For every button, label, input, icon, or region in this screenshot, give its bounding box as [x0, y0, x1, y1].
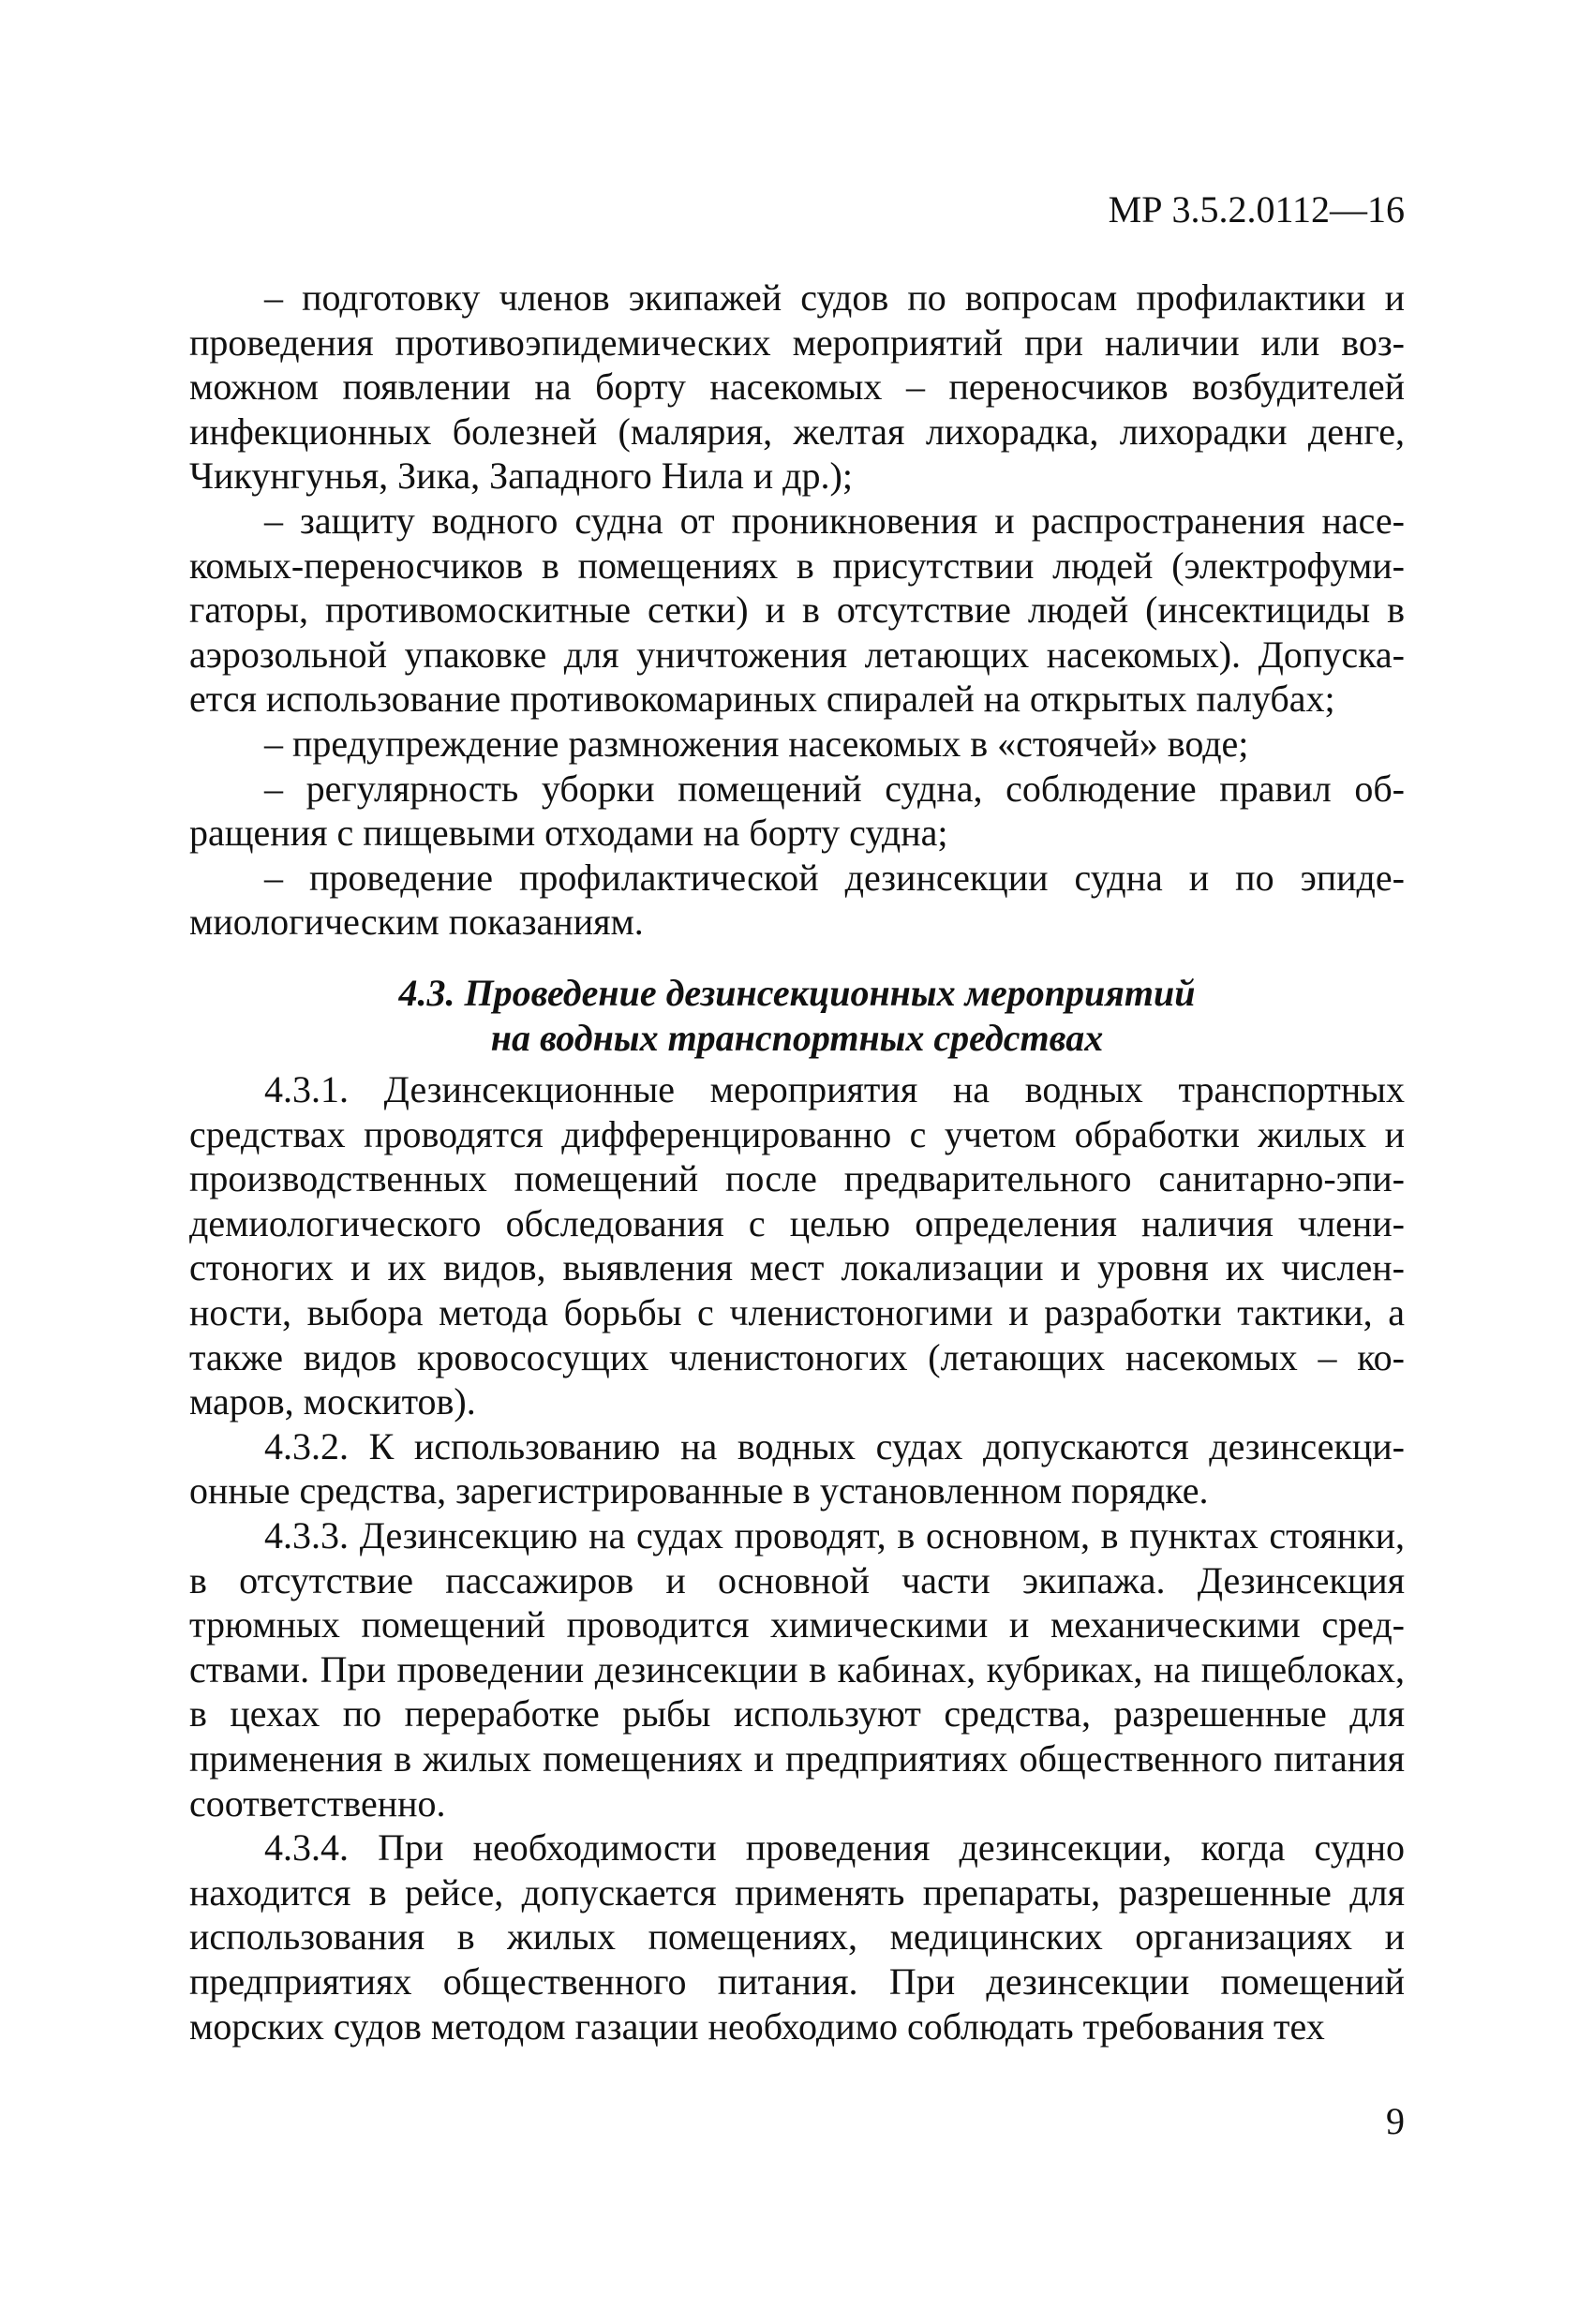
page-number: 9	[1386, 2100, 1405, 2142]
paragraph-crew-training: – подготовку членов экипажей судов по вопросам профилактики и проведения противоэпидемических мероприятий при наличии или возможном появлении на борту насекомых – переносчиков возбудителей инфекционных болезней (малярия, желтая лихорадка, лихорадки денге, Чикунгунья, Зика, Западного Нила и др.);	[189, 276, 1405, 498]
paragraph-4-3-3: 4.3.3. Дезинсекцию на судах проводят, в основном, в пунктах стоянки, в отсутствие пассажиров и основной части экипажа. Дезинсекция трюмных помещений проводится химическими и механическими средствами. При проведении дезинсекции в кабинах, кубриках, на пищеблоках, в цехах по переработке рыбы используют средства, разрешенные для применения в жилых помещениях и предприятиях общественного питания соответственно.	[189, 1514, 1405, 1825]
page-content	[189, 276, 1405, 2048]
paragraph-4-3-4: 4.3.4. При необходимости проведения дезинсекции, когда судно находится в рейсе, допускается применять препараты, разрешенные для использования в жилых помещениях, медицинских организациях и предприятиях общественного питания. При дезинсекции помещений морских судов методом газации необходимо соблюдать требования тех	[189, 1826, 1405, 2048]
paragraph-4-3-2: 4.3.2. К использованию на водных судах допускаются дезинсекционные средства, зарегистрированные в установленном порядке.	[189, 1424, 1405, 1512]
paragraph-cleaning-regularity: – регулярность уборки помещений судна, соблюдение правил обращения с пищевыми отходами на борту судна;	[189, 767, 1405, 855]
paragraph-vessel-protection: – защиту водного судна от проникновения и распространения насекомых-переносчиков в помещениях в присутствии людей (электрофумигаторы, противомоскитные сетки) и в отсутствие людей (инсектициды в аэрозольной упаковке для уничтожения летающих насекомых). Допускается использование противокомариных спиралей на открытых палубах;	[189, 499, 1405, 721]
section-heading-line-2: на водных транспортных средствах	[490, 1016, 1104, 1059]
document-code: МР 3.5.2.0112—16	[1108, 188, 1405, 231]
paragraph-4-3-1: 4.3.1. Дезинсекционные мероприятия на водных транспортных средствах проводятся дифференцированно с учетом обработки жилых и производственных помещений после предварительного санитарно-эпидемиологического обследования с целью определения наличия членистоногих и их видов, выявления мест локализации и уровня их численности, выбора метода борьбы с членистоногими и разработки тактики, а также видов кровососущих членистоногих (летающих насекомых – комаров, москитов).	[189, 1068, 1405, 1423]
paragraph-standing-water: – предупреждение размножения насекомых в «стоячей» воде;	[264, 722, 1249, 765]
section-heading-line-1: 4.3. Проведение дезинсекционных мероприятий	[398, 971, 1196, 1014]
section-heading-4-3	[189, 971, 1405, 1060]
paragraph-preventive-disinsection: – проведение профилактической дезинсекции судна и по эпидемиологическим показаниям.	[189, 856, 1405, 944]
